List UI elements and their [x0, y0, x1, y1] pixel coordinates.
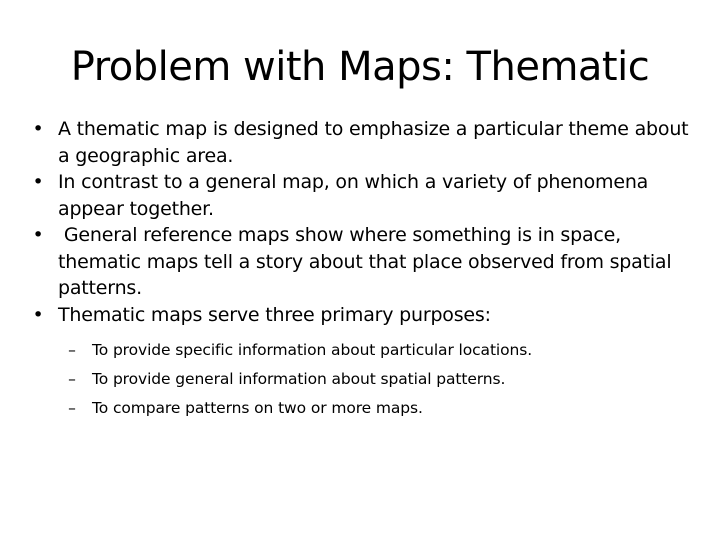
bullet-text: A thematic map is designed to emphasize a particular theme about a geographic area. [58, 118, 689, 167]
slide-body [30, 116, 702, 423]
bullet-item [30, 222, 702, 302]
dash-icon: – [68, 341, 76, 359]
bullet-item [30, 169, 702, 222]
bullet-text: In contrast to a general map, on which a variety of phenomena appear together. [58, 171, 649, 220]
bullet-text: Thematic maps serve three primary purposes: [58, 303, 491, 326]
dash-icon: – [68, 399, 76, 417]
sub-bullet-list [30, 336, 702, 423]
dash-icon: – [68, 370, 76, 388]
bullet-item [30, 302, 702, 329]
sub-bullet-text: To compare patterns on two or more maps. [92, 399, 423, 417]
sub-bullet-item [62, 336, 702, 365]
slide-title: Problem with Maps: Thematic [70, 44, 650, 90]
sub-bullet-item [62, 365, 702, 394]
bullet-icon: • [32, 224, 44, 246]
bullet-icon: • [32, 303, 44, 326]
bullet-list [30, 116, 702, 328]
sub-bullet-item [62, 394, 702, 423]
bullet-icon: • [32, 171, 44, 193]
sub-bullet-text: To provide general information about spatial patterns. [92, 370, 506, 388]
bullet-text: General reference maps show where something is in space, thematic maps tell a story about that place observed from spatial patterns. [58, 224, 678, 299]
bullet-icon: • [32, 118, 44, 140]
bullet-item [30, 116, 702, 169]
sub-bullet-text: To provide specific information about particular locations. [92, 341, 533, 359]
